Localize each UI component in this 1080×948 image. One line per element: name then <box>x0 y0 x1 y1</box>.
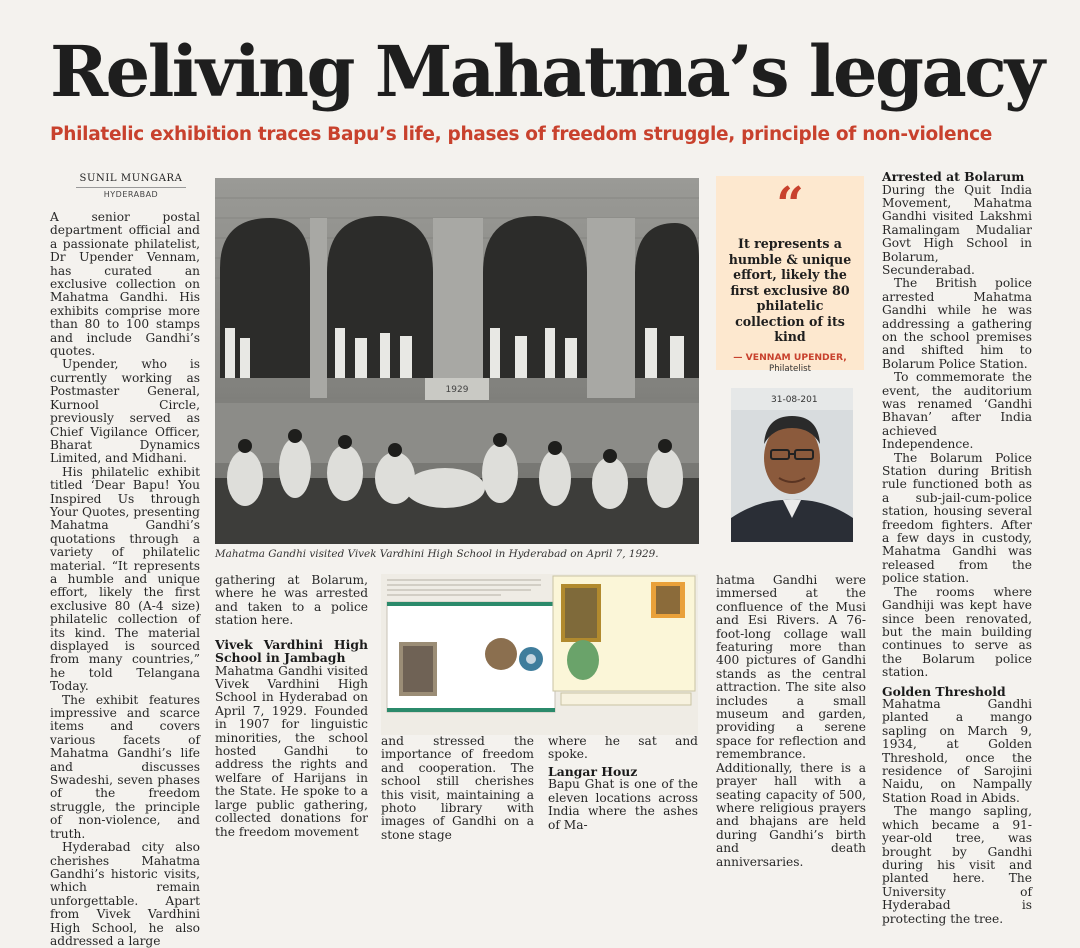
paragraph: where he sat and spoke. <box>548 734 698 762</box>
paragraph: To commemorate the event, the auditorium was renamed ‘Gandhi Bhavan’ after India achieved Independence. <box>882 370 1032 452</box>
pull-quote-box <box>716 176 864 370</box>
main-photo <box>215 178 699 544</box>
paragraph: and stressed the importance of freedom and cooperation. The school still cherishes this visit, maintaining a photo library with images of Gandhi on a stone stage <box>381 734 534 842</box>
paragraph: Bapu Ghat is one of the eleven locations across India where the ashes of Ma- <box>548 777 698 832</box>
paragraph: Hyderabad city also cherishes Mahatma Gandhi’s historic visits, which remain unforgettable. Apart from Vivek Vardhini High School, he also addressed a large <box>50 840 200 948</box>
article-column-2 <box>215 574 368 839</box>
paragraph: The Bolarum Police Station during British rule functioned both as a sub-jail-cum-police station, housing several freedom fighters. After a few days in custody, Mahatma Gandhi was released from the police station. <box>882 450 1032 586</box>
paragraph: Mahatma Gandhi visited Vivek Vardhini High School in Hyderabad on April 7, 1929. Founded in 1907 for linguistic minorities, the school hosted Gandhi to address the rights and welfare of Harijans in the State. He spoke to a large public gathering, collected donations for the freedom movement <box>215 663 368 839</box>
byline-place: HYDERABAD <box>76 187 186 199</box>
paragraph: His philatelic exhibit titled ‘Dear Bapu! You Inspired Us through Your Quotes, presenting Mahatma Gandhi’s quotations through a variety of philatelic material. “It represents a humble and unique effort, likely the first exclusive 80 (A-4 size) philatelic collection of its kind. The material displayed is sourced from many countries,” he told Telangana Today. <box>50 464 200 694</box>
photo-sign-text: 1929 <box>445 385 469 395</box>
paragraph: During the Quit India Movement, Mahatma Gandhi visited Lakshmi Ramalingam Mudaliar Govt High School in Bolarum, Secunderabad. <box>882 182 1032 277</box>
article-column-6 <box>882 170 1032 926</box>
paragraph: Mahatma Gandhi planted a mango sapling on March 9, 1934, at Golden Threshold, once the residence of Sarojini Naidu, on Nampally Station Road in Abids. <box>882 697 1032 805</box>
paragraph: gathering at Bolarum, where he was arrested and taken to a police station here. <box>215 573 368 628</box>
section-heading: Vivek Vardhini High School in Jambagh <box>215 636 368 666</box>
photo-caption: Mahatma Gandhi visited Vivek Vardhini High School in Hyderabad on April 7, 1929. <box>215 548 659 560</box>
pull-quote-author: — VENNAM UPENDER, <box>733 352 847 363</box>
paragraph: A senior postal department official and a passionate philatelist, Dr Upender Vennam, has curated an exclusive collection on Mahatma Gandhi. His exhibits comprise more than 80 to 100 stamps and include Gandhi’s quotes. <box>50 210 200 359</box>
byline-name: SUNIL MUNGARA <box>79 173 183 184</box>
article-column-1 <box>50 211 200 948</box>
article-column-5 <box>716 574 866 869</box>
section-heading: Arrested at Bolarum <box>882 169 1025 184</box>
portrait-image <box>731 388 853 542</box>
paragraph: Upender, who is currently working as Postmaster General, Kurnool Circle, previously served as Chief Vigilance Officer, Bharat Dynamics Limited, and Midhani. <box>50 357 200 466</box>
stamp-collection-image <box>381 574 698 735</box>
paragraph: The British police arrested Mahatma Gandhi while he was addressing a gathering on the school premises and shifted him to Bolarum Police Station. <box>882 276 1032 371</box>
pull-quote-text: It represents a humble & unique effort, likely the first exclusive 80 philatelic collection of its kind <box>728 236 852 344</box>
author-portrait <box>731 388 853 542</box>
paragraph: The mango sapling, which became a 91-year-old tree, was brought by Gandhi during his visit and planted here. The University of Hyderabad is protecting the tree. <box>882 804 1032 926</box>
paragraph: hatma Gandhi were immersed at the confluence of the Musi and Esi Rivers. A 76-foot-long collage wall featuring more than 400 pictures of Gandhi stands as the central attraction. The site also includes a small museum and garden, providing a serene space for reflection and remembrance. Additionally, there is a prayer hall with a seating capacity of 500, where religious prayers and bhajans are held during Gandhi’s birth and death anniversaries. <box>716 573 866 869</box>
section-heading: Langar Houz <box>548 763 638 779</box>
stamps-photo <box>381 574 698 735</box>
headline: Reliving Mahatma’s legacy <box>50 30 1043 113</box>
byline <box>76 173 186 199</box>
subheadline: Philatelic exhibition traces Bapu’s life, phases of freedom struggle, principle of non-violence <box>50 124 993 145</box>
quote-mark-icon: “ <box>776 177 804 233</box>
paragraph: The exhibit features impressive and scarce items and covers various facets of Mahatma Gandhi’s life and discusses Swadeshi, seven phases of the freedom struggle, the principle of non-violence, and truth. <box>50 692 200 841</box>
portrait-date-text: 31-08-201 <box>771 395 818 405</box>
paragraph: The rooms where Gandhiji was kept have since been renovated, but the main building continues to serve as the Bolarum police station. <box>882 584 1032 680</box>
article-column-3 <box>381 735 534 842</box>
school-photo-image <box>215 178 699 544</box>
article-column-4 <box>548 735 698 832</box>
pull-quote-title: Philatelist <box>769 364 811 374</box>
section-heading: Golden Threshold <box>882 683 1006 699</box>
